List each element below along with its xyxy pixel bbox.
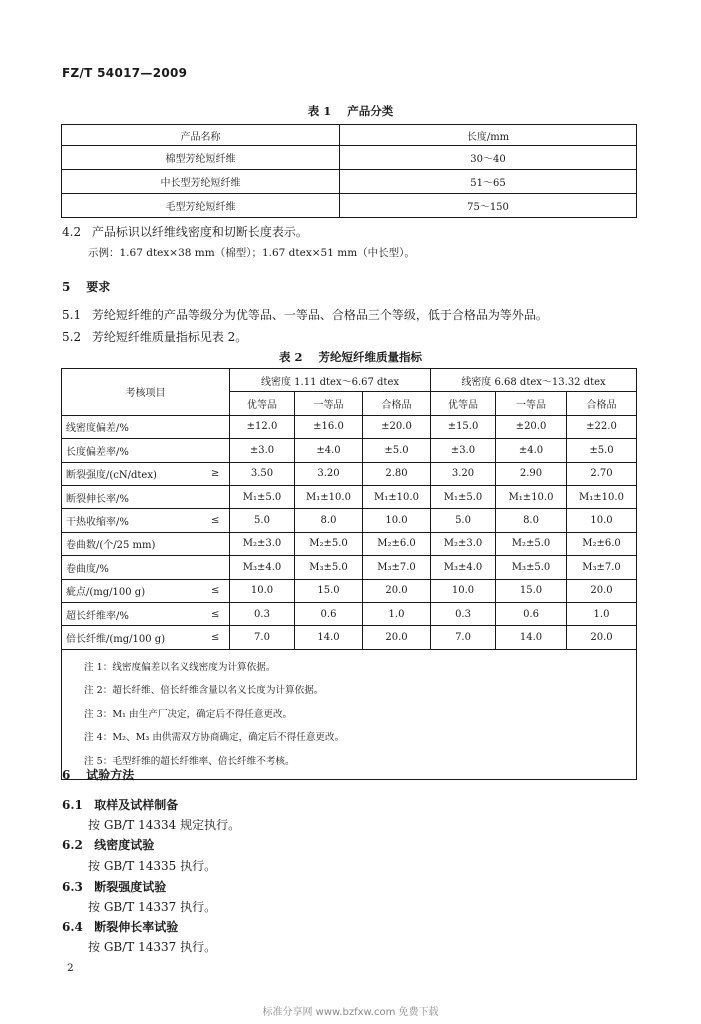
example-line: 示例：1.67 dtex×38 mm（棉型）；1.67 dtex×51 mm（中长型）。 [88,247,415,259]
clause-6-1-text: 按 GB/T 14334 规定执行。 [88,818,241,832]
table-row [62,556,637,579]
value-cell: 7.0 [230,626,295,649]
clause-title: 取样及试样制备 [94,798,179,812]
value-cell: 10.0 [567,509,637,532]
clause-title: 断裂伸长率试验 [94,920,179,934]
table-cell: 30～40 [340,146,637,170]
item-label-cell: 断裂伸长率/% [62,485,202,508]
clause-6-2-heading [62,836,154,853]
value-cell: 14.0 [295,626,363,649]
value-cell: M₃±4.0 [230,556,295,579]
clause-number: 6.2 [62,838,83,852]
value-cell: ±5.0 [363,439,431,462]
item-label-cell: 卷曲度/% [62,556,202,579]
table-header-row [62,125,637,146]
table1-caption: 表 1 产品分类 [307,104,394,118]
value-cell: 10.0 [431,579,496,602]
value-cell: 2.80 [363,462,431,485]
value-cell: 0.6 [496,602,567,625]
comparison-symbol-cell: ≤ [202,509,230,532]
grade-header-cell: 一等品 [496,392,567,415]
table-row [62,462,637,485]
table-note: 注 2：超长纤维、倍长纤维含量以名义长度为计算依据。 [84,685,324,697]
value-cell: 10.0 [363,509,431,532]
table-row [62,532,637,555]
value-cell: ±22.0 [567,415,637,438]
value-cell: M₂±6.0 [567,532,637,555]
clause-text: 芳纶短纤维的产品等级分为优等品、一等品、合格品三个等级，低于合格品为等外品。 [91,308,548,322]
value-cell: M₁±5.0 [431,485,496,508]
value-cell: ±4.0 [295,439,363,462]
item-label-cell: 线密度偏差/% [62,415,202,438]
grade-header-cell: 合格品 [363,392,431,415]
table-row [62,509,637,532]
value-cell: M₁±10.0 [496,485,567,508]
table-notes-row [62,649,637,780]
value-cell: 3.20 [431,462,496,485]
value-cell: M₁±10.0 [295,485,363,508]
clause-4-2 [62,223,308,240]
value-cell: 5.0 [230,509,295,532]
table-note: 注 1：线密度偏差以名义线密度为计算依据。 [84,661,276,673]
clause-6-3-heading [62,878,166,895]
value-cell: M₁±10.0 [363,485,431,508]
value-cell: 0.3 [230,602,295,625]
value-cell: 20.0 [567,579,637,602]
value-cell: M₁±10.0 [567,485,637,508]
value-cell: M₃±7.0 [567,556,637,579]
table-row [62,579,637,602]
table2-quality-indicators [61,368,637,780]
value-cell: ±3.0 [431,439,496,462]
value-cell: M₂±5.0 [295,532,363,555]
value-cell: 20.0 [363,579,431,602]
value-cell: 0.3 [431,602,496,625]
comparison-symbol-cell: ≤ [202,602,230,625]
clause-6-3-text: 按 GB/T 14337 执行。 [88,900,217,914]
table-row [62,170,637,194]
table-row [62,415,637,438]
group-header-cell: 线密度 6.68 dtex～13.32 dtex [431,369,637,392]
table1-product-classification [61,124,637,218]
clause-number: 4.2 [62,225,82,239]
comparison-symbol-cell [202,556,230,579]
table-header-row [62,369,637,392]
value-cell: 15.0 [496,579,567,602]
value-cell: M₃±5.0 [496,556,567,579]
value-cell: 20.0 [567,626,637,649]
section-number: 6 [62,768,71,782]
clause-text: 产品标识以纤维线密度和切断长度表示。 [91,225,308,239]
value-cell: 3.50 [230,462,295,485]
clause-6-4-text: 按 GB/T 14337 执行。 [88,940,217,954]
item-label-cell: 断裂强度/(cN/dtex) [62,462,202,485]
table-cell: 51～65 [340,170,637,194]
item-label-cell: 疵点/(mg/100 g) [62,579,202,602]
value-cell: ±16.0 [295,415,363,438]
group-header-cell: 线密度 1.11 dtex～6.67 dtex [230,369,431,392]
value-cell: M₃±7.0 [363,556,431,579]
value-cell: M₂±3.0 [431,532,496,555]
value-cell: M₃±5.0 [295,556,363,579]
value-cell: M₂±5.0 [496,532,567,555]
comparison-symbol-cell [202,485,230,508]
clause-6-2-text: 按 GB/T 14335 执行。 [88,859,217,873]
value-cell: ±15.0 [431,415,496,438]
comparison-symbol-cell [202,439,230,462]
value-cell: 3.20 [295,462,363,485]
value-cell: 2.70 [567,462,637,485]
comparison-symbol-cell [202,415,230,438]
value-cell: M₁±5.0 [230,485,295,508]
clause-5-1 [62,306,548,323]
clause-number: 5.2 [62,330,82,344]
value-cell: M₂±3.0 [230,532,295,555]
clause-text: 芳纶短纤维质量指标见表 2。 [91,330,248,344]
section-6-heading [62,766,134,783]
value-cell: 7.0 [431,626,496,649]
clause-number: 6.1 [62,798,83,812]
table-row [62,626,637,649]
item-label-cell: 倍长纤维/(mg/100 g) [62,626,202,649]
table-header-cell: 长度/mm [340,125,637,146]
clause-number: 5.1 [62,308,82,322]
value-cell: ±4.0 [496,439,567,462]
comparison-symbol-cell: ≤ [202,579,230,602]
item-label-cell: 干热收缩率/% [62,509,202,532]
value-cell: ±20.0 [363,415,431,438]
value-cell: 2.90 [496,462,567,485]
table-cell: 75～150 [340,194,637,218]
table-notes [62,649,637,780]
section-number: 5 [62,280,71,294]
clause-6-4-heading [62,918,178,935]
grade-header-cell: 优等品 [230,392,295,415]
value-cell: 5.0 [431,509,496,532]
table-note: 注 3：M₁ 由生产厂决定，确定后不得任意更改。 [84,708,293,720]
item-label-cell: 超长纤维率/% [62,602,202,625]
item-label-cell: 卷曲数/(个/25 mm) [62,532,202,555]
page-number: 2 [67,962,74,974]
value-cell: 15.0 [295,579,363,602]
grade-header-cell: 优等品 [431,392,496,415]
value-cell: 0.6 [295,602,363,625]
table-row [62,146,637,170]
comparison-symbol-cell: ≤ [202,626,230,649]
clause-number: 6.4 [62,920,83,934]
table-row [62,485,637,508]
value-cell: 1.0 [363,602,431,625]
value-cell: ±5.0 [567,439,637,462]
table-row [62,194,637,218]
section-5-heading [62,278,110,295]
value-cell: 8.0 [496,509,567,532]
clause-6-1-heading [62,796,178,813]
section-title: 要求 [86,280,111,294]
table-note: 注 4：M₂、M₃ 由供需双方协商确定，确定后不得任意更改。 [84,732,345,744]
value-cell: 8.0 [295,509,363,532]
value-cell: 1.0 [567,602,637,625]
table2-caption: 表 2 芳纶短纤维质量指标 [278,350,423,364]
table-header-cell: 产品名称 [62,125,340,146]
clause-number: 6.3 [62,880,83,894]
value-cell: 10.0 [230,579,295,602]
grade-header-cell: 合格品 [567,392,637,415]
clause-title: 断裂强度试验 [94,880,167,894]
value-cell: ±20.0 [496,415,567,438]
value-cell: 14.0 [496,626,567,649]
document-header: FZ/T 54017—2009 [62,66,188,80]
item-label-cell: 长度偏差率/% [62,439,202,462]
table-cell: 棉型芳纶短纤维 [62,146,340,170]
value-cell: M₃±4.0 [431,556,496,579]
grade-header-cell: 一等品 [295,392,363,415]
clause-title: 线密度试验 [94,838,155,852]
value-cell: M₂±6.0 [363,532,431,555]
clause-5-2 [62,328,247,345]
table-cell: 中长型芳纶短纤维 [62,170,340,194]
comparison-symbol-cell: ≥ [202,462,230,485]
table-row [62,602,637,625]
table-row [62,439,637,462]
value-cell: ±12.0 [230,415,295,438]
value-cell: 20.0 [363,626,431,649]
value-cell: ±3.0 [230,439,295,462]
watermark-footer: 标准分享网 www.bzfxw.com 免费下载 [262,1007,439,1018]
table-cell: 毛型芳纶短纤维 [62,194,340,218]
item-header-cell: 考核项目 [62,369,230,416]
table-note: 注 5：毛型纤维的超长纤维率、倍长纤维不考核。 [84,755,295,767]
section-title: 试验方法 [86,768,135,782]
comparison-symbol-cell [202,532,230,555]
